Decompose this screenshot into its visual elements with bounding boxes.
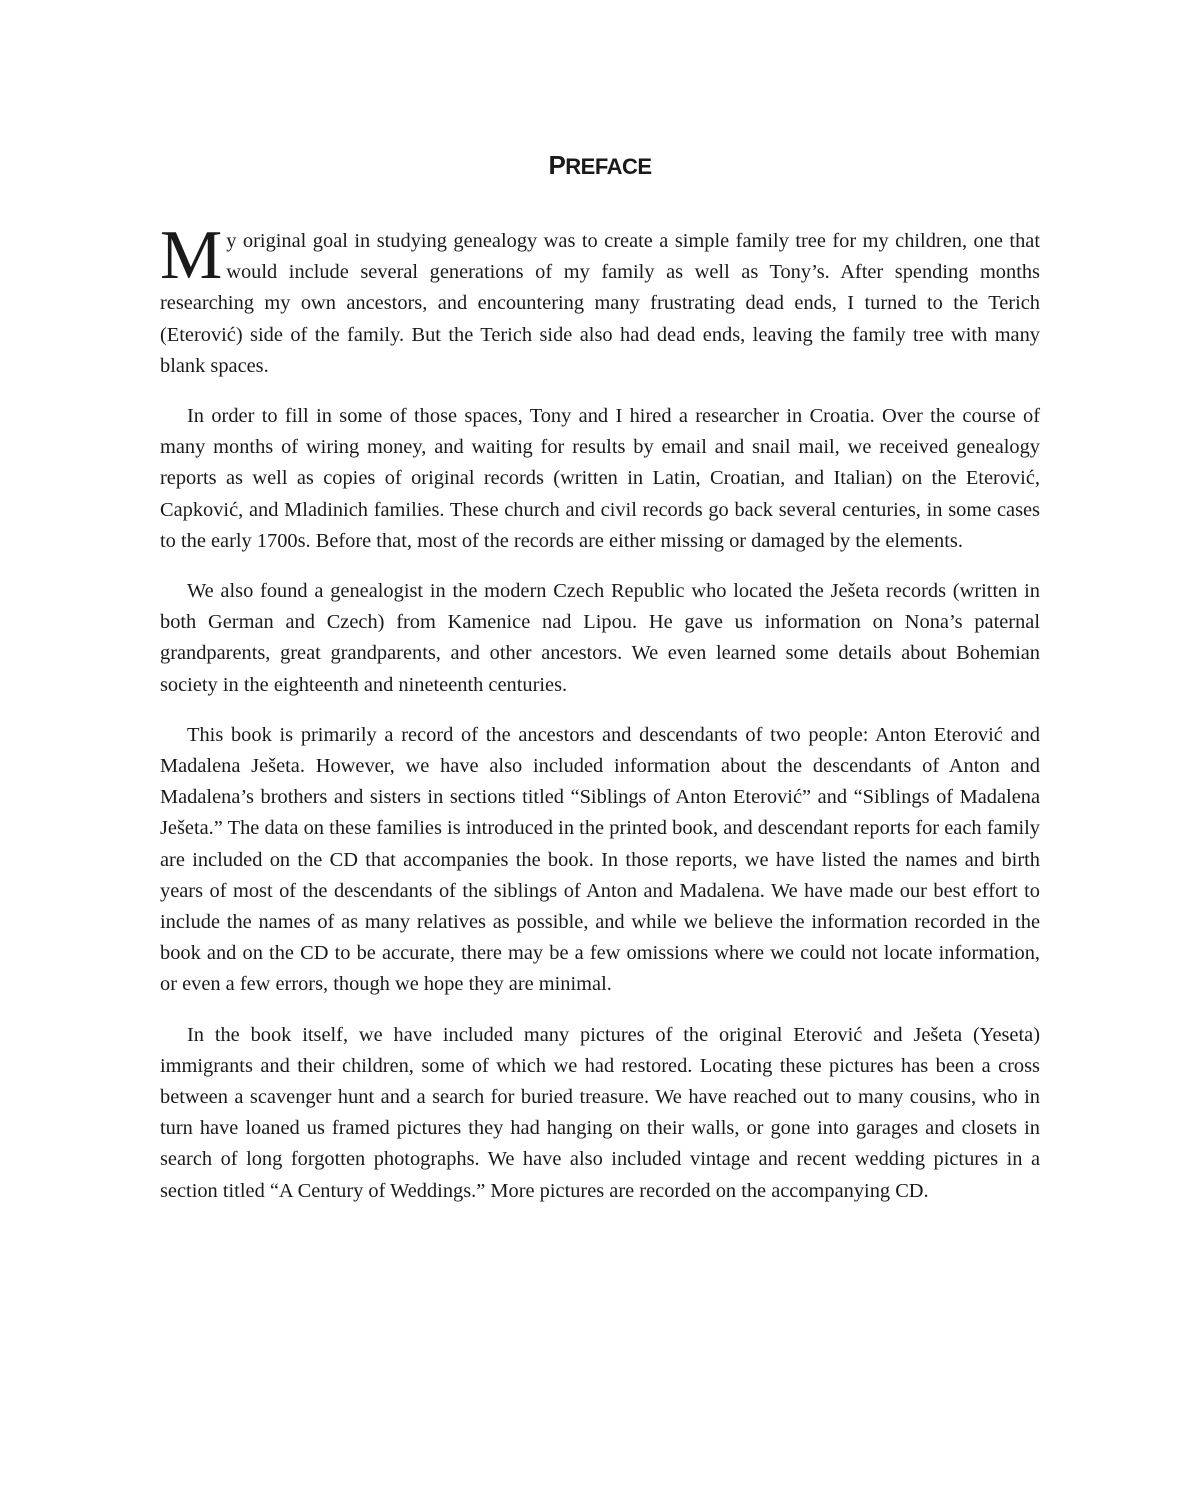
title-initial: P — [548, 150, 566, 180]
paragraph-4: This book is primarily a record of the ancestors and descendants of two people: Anton Eterović and Madalena Ješeta. However, we have also included information about the descendants of Anton and Madalena’s brothers and sisters in sections titled “Siblings of Anton Eterović” and “Siblings of Madalena Ješeta.” The data on these families is introduced in the printed book, and descendant reports for each family are included on the CD that accompanies the book. In those reports, we have listed the names and birth years of most of the descendants of the siblings of Anton and Madalena. We have made our best effort to include the names of as many relatives as possible, and while we believe the information recorded in the book and on the CD to be accurate, there may be a few omissions where we could not locate information, or even a few errors, though we hope they are minimal. — [160, 723, 1040, 996]
title-rest: REFACE — [565, 154, 652, 179]
paragraph-5: In the book itself, we have included many pictures of the original Eterović and Ješeta (Yeseta) immigrants and their children, some of which we had restored. Locating these pictures has been a cross between a scavenger hunt and a search for buried treasure. We have reached out to many cousins, who in turn have loaned us framed pictures they had hanging on their walls, or gone into garages and closets in search of long forgotten photographs. We have also included vintage and recent wedding pictures in a section titled “A Century of Weddings.” More pictures are recorded on the accompanying CD. — [160, 1023, 1040, 1202]
body-text — [160, 217, 1040, 1226]
page-title — [0, 150, 1200, 181]
paragraph-1 — [160, 217, 1040, 382]
paragraph-1-text: y original goal in studying genealogy was to create a simple family tree for my children, one that would include several generations of my family as well as Tony’s. After spending months researching my own ancestors, and encountering many frustrating dead ends, I turned to the Terich (Eterović) side of the family. But the Terich side also had dead ends, leaving the family tree with many blank spaces. — [160, 230, 1040, 377]
paragraph-2: In order to fill in some of those spaces, Tony and I hired a researcher in Croatia. Over the course of many months of wiring money, and waiting for results by email and snail mail, we received genealogy reports as well as copies of original records (written in Latin, Croatian, and Italian) on the Eterović, Capković, and Mladinich families. These church and civil records go back several centuries, in some cases to the early 1700s. Before that, most of the records are either missing or damaged by the elements. — [160, 405, 1040, 552]
paragraph-3: We also found a genealogist in the modern Czech Republic who located the Ješeta records (written in both German and Czech) from Kamenice nad Lipou. He gave us information on Nona’s paternal grandparents, great grandparents, and other ancestors. We even learned some details about Bohemian society in the eighteenth and nineteenth centuries. — [160, 580, 1040, 696]
drop-cap: M — [160, 217, 223, 294]
